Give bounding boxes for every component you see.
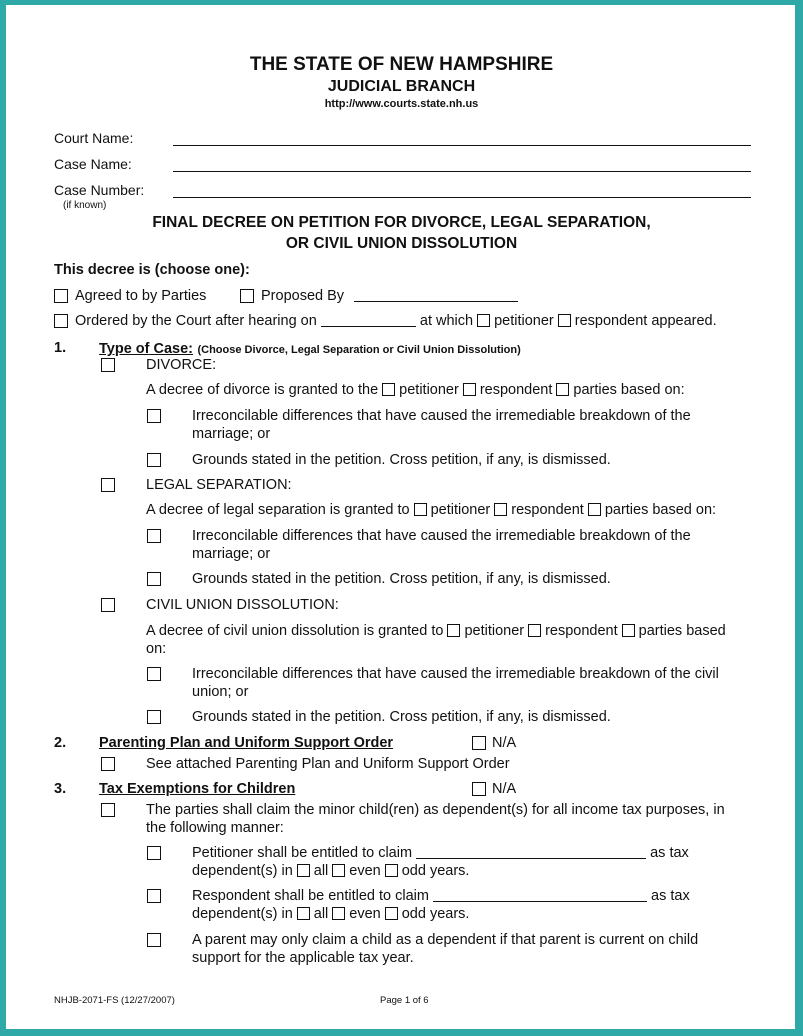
section2-number: 2. xyxy=(54,735,67,751)
respondent-even-checkbox[interactable] xyxy=(332,907,345,920)
section3-heading: Tax Exemptions for Children xyxy=(99,781,296,797)
ordered-label: Ordered by the Court after hearing on at which petitioner respondent appeared. xyxy=(75,313,717,329)
if-known-note: (if known) xyxy=(63,200,107,211)
petitioner-odd-checkbox[interactable] xyxy=(385,864,398,877)
section3-na-checkbox[interactable] xyxy=(472,782,486,796)
section2-na-label: N/A xyxy=(492,735,517,751)
civil-grounds-text: Grounds stated in the petition. Cross petition, if any, is dismissed. xyxy=(192,709,611,725)
case-name-field[interactable] xyxy=(173,171,751,172)
section3-number: 3. xyxy=(54,781,67,797)
divorce-parties-checkbox[interactable] xyxy=(556,383,569,396)
case-name-label: Case Name: xyxy=(54,156,132,172)
court-name-label: Court Name: xyxy=(54,130,134,146)
civil-irreconcilable-text1: Irreconcilable differences that have caused the irremediable breakdown of the civil xyxy=(192,666,719,682)
section3-na-label: N/A xyxy=(492,781,517,797)
divorce-irreconcilable-text1: Irreconcilable differences that have caused the irremediable breakdown of the xyxy=(192,408,691,424)
legal-granted-line: A decree of legal separation is granted to petitioner respondent parties based on: xyxy=(146,502,717,518)
petitioner-claim-checkbox[interactable] xyxy=(147,846,161,860)
divorce-checkbox[interactable] xyxy=(101,358,115,372)
section2-heading: Parenting Plan and Uniform Support Order xyxy=(99,735,394,751)
proposed-by-field[interactable] xyxy=(354,301,518,302)
divorce-grounds-text: Grounds stated in the petition. Cross petition, if any, is dismissed. xyxy=(192,452,611,468)
legal-separation-label: LEGAL SEPARATION: xyxy=(146,477,292,493)
current-support-text2: support for the applicable tax year. xyxy=(192,950,414,966)
civil-granted-line: A decree of civil union dissolution is granted to petitioner respondent parties based xyxy=(146,623,726,639)
decree-title-line1: FINAL DECREE ON PETITION FOR DIVORCE, LEGAL SEPARATION, xyxy=(152,214,651,231)
respondent-claim-checkbox[interactable] xyxy=(147,889,161,903)
section1-heading: Type of Case: (Choose Divorce, Legal Separation or Civil Union Dissolution) xyxy=(99,341,521,357)
branch-title: JUDICIAL BRANCH xyxy=(327,78,476,95)
civil-grounds-checkbox[interactable] xyxy=(147,710,161,724)
parenting-plan-text: See attached Parenting Plan and Uniform Support Order xyxy=(146,756,510,772)
divorce-grounds-checkbox[interactable] xyxy=(147,453,161,467)
tax-claim-text1: The parties shall claim the minor child(ren) as dependent(s) for all income tax purposes, in xyxy=(146,802,725,818)
case-number-label: Case Number: xyxy=(54,182,145,198)
respondent-claim-field[interactable] xyxy=(433,889,647,902)
current-support-checkbox[interactable] xyxy=(147,933,161,947)
page-number: Page 1 of 6 xyxy=(380,995,429,1006)
petitioner-appeared-checkbox[interactable] xyxy=(477,314,490,327)
civil-parties-checkbox[interactable] xyxy=(622,624,635,637)
legal-respondent-checkbox[interactable] xyxy=(494,503,507,516)
section2-na-checkbox[interactable] xyxy=(472,736,486,750)
petitioner-even-checkbox[interactable] xyxy=(332,864,345,877)
state-title: THE STATE OF NEW HAMPSHIRE xyxy=(249,54,554,75)
choose-label: This decree is (choose one): xyxy=(54,262,250,278)
agreed-checkbox[interactable] xyxy=(54,289,68,303)
divorce-petitioner-checkbox[interactable] xyxy=(382,383,395,396)
legal-irreconcilable-text2: marriage; or xyxy=(192,546,271,562)
petitioner-claim-text: Petitioner shall be entitled to claim as tax xyxy=(192,845,689,861)
court-url: http://www.courts.state.nh.us xyxy=(324,98,479,110)
divorce-irreconcilable-text2: marriage; or xyxy=(192,426,271,442)
agreed-label: Agreed to by Parties xyxy=(75,288,207,304)
civil-irreconcilable-checkbox[interactable] xyxy=(147,667,161,681)
divorce-respondent-checkbox[interactable] xyxy=(463,383,476,396)
civil-union-label: CIVIL UNION DISSOLUTION: xyxy=(146,597,339,613)
legal-petitioner-checkbox[interactable] xyxy=(414,503,427,516)
tax-claim-checkbox[interactable] xyxy=(101,803,115,817)
legal-irreconcilable-checkbox[interactable] xyxy=(147,529,161,543)
proposed-label: Proposed By xyxy=(261,288,345,304)
current-support-text1: A parent may only claim a child as a dependent if that parent is current on child xyxy=(192,932,699,948)
legal-separation-checkbox[interactable] xyxy=(101,478,115,492)
court-name-field[interactable] xyxy=(173,145,751,146)
parenting-plan-checkbox[interactable] xyxy=(101,757,115,771)
petitioner-all-checkbox[interactable] xyxy=(297,864,310,877)
civil-petitioner-checkbox[interactable] xyxy=(447,624,460,637)
section1-number: 1. xyxy=(54,340,67,356)
civil-union-checkbox[interactable] xyxy=(101,598,115,612)
respondent-all-checkbox[interactable] xyxy=(297,907,310,920)
divorce-granted-line: A decree of divorce is granted to the petitioner respondent parties based on: xyxy=(146,382,685,398)
proposed-checkbox[interactable] xyxy=(240,289,254,303)
civil-on-text: on: xyxy=(146,641,167,657)
legal-parties-checkbox[interactable] xyxy=(588,503,601,516)
form-number: NHJB-2071-FS (12/27/2007) xyxy=(54,995,175,1006)
respondent-odd-checkbox[interactable] xyxy=(385,907,398,920)
legal-grounds-checkbox[interactable] xyxy=(147,572,161,586)
hearing-date-field[interactable] xyxy=(321,314,416,327)
decree-title-line2: OR CIVIL UNION DISSOLUTION xyxy=(285,235,518,252)
divorce-label: DIVORCE: xyxy=(146,357,217,373)
tax-claim-text2: the following manner: xyxy=(146,820,284,836)
case-number-field[interactable] xyxy=(173,197,751,198)
petitioner-claim-field[interactable] xyxy=(416,846,646,859)
respondent-claim-text: Respondent shall be entitled to claim as tax xyxy=(192,888,690,904)
legal-grounds-text: Grounds stated in the petition. Cross petition, if any, is dismissed. xyxy=(192,571,611,587)
respondent-appeared-checkbox[interactable] xyxy=(558,314,571,327)
divorce-irreconcilable-checkbox[interactable] xyxy=(147,409,161,423)
respondent-years-line: dependent(s) in all even odd years. xyxy=(192,906,470,922)
ordered-checkbox[interactable] xyxy=(54,314,68,328)
legal-irreconcilable-text1: Irreconcilable differences that have caused the irremediable breakdown of the xyxy=(192,528,691,544)
civil-respondent-checkbox[interactable] xyxy=(528,624,541,637)
civil-irreconcilable-text2: union; or xyxy=(192,684,249,700)
petitioner-years-line: dependent(s) in all even odd years. xyxy=(192,863,470,879)
